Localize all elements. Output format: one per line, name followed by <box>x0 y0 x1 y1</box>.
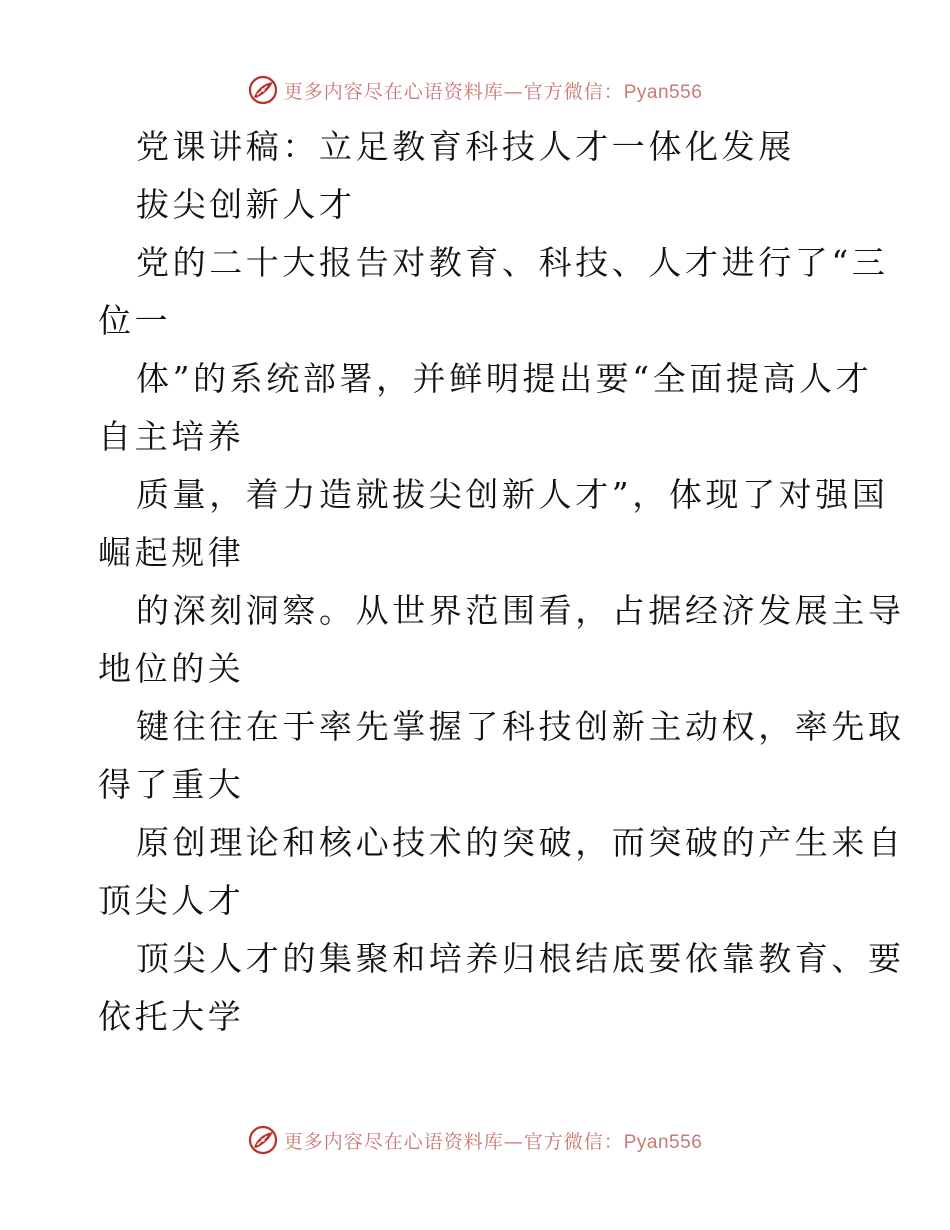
pen-nib-logo-icon <box>248 75 278 105</box>
wechat-id: Pyan556 <box>623 81 703 103</box>
document-body <box>98 118 905 1046</box>
paragraph-line: 体”的系统部署，并鲜明提出要“全面提高人才 <box>136 359 873 398</box>
footer-banner-text: 更多内容尽在心语资料库—官方微信：Pyan556 <box>283 1130 703 1153</box>
wechat-id: Pyan556 <box>623 1131 703 1153</box>
paragraph-line: 地位的关 <box>98 649 245 688</box>
paragraph-line: 党的二十大报告对教育、科技、人才进行了“三 <box>136 243 889 282</box>
paragraph-line: 的深刻洞察。从世界范围看，占据经济发展主导 <box>136 591 905 630</box>
paragraph-line: 顶尖人才 <box>98 881 245 920</box>
paragraph-line: 得了重大 <box>98 765 245 804</box>
paragraph-line: 质量，着力造就拔尖创新人才”，体现了对强国 <box>136 475 889 514</box>
footer-banner <box>0 1120 950 1160</box>
pen-nib-logo-icon <box>248 1125 278 1155</box>
header-banner-text: 更多内容尽在心语资料库—官方微信：Pyan556 <box>283 80 703 103</box>
paragraph-line: 自主培养 <box>98 417 245 456</box>
paragraph-line: 崛起规律 <box>98 533 245 572</box>
document-title-line-2: 拔尖创新人才 <box>136 185 356 224</box>
document-title-line-1: 党课讲稿：立足教育科技人才一体化发展 <box>136 127 795 166</box>
header-banner <box>0 70 950 110</box>
paragraph-line: 位一 <box>98 301 172 340</box>
paragraph-line: 键往往在于率先掌握了科技创新主动权，率先取 <box>136 707 905 746</box>
paragraph-line: 原创理论和核心技术的突破，而突破的产生来自 <box>136 823 905 862</box>
paragraph-line: 顶尖人才的集聚和培养归根结底要依靠教育、要 <box>136 939 905 978</box>
paragraph-line: 依托大学 <box>98 997 245 1036</box>
